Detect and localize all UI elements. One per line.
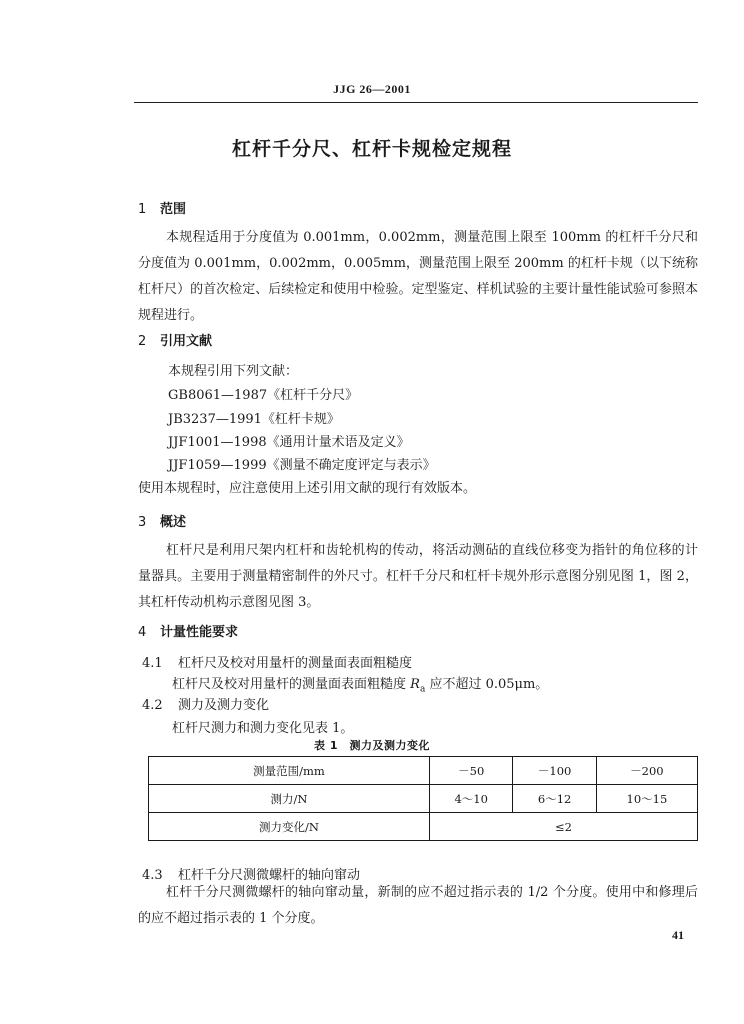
table-row [149,785,698,813]
roughness-subscript: a [419,684,426,695]
overview-paragraph: 杠杆尺是利用尺架内杠杆和齿轮机构的传动，将活动测砧的直线位移变为指针的角位移的计量器具。主要用于测量精密制件的外尺寸。杠杆千分尺和杠杆卡规外形示意图分别见图 1，图 2，其杠杆传动机构示意图见图 3。 [138,543,698,610]
section-1-heading [138,198,186,217]
roughness-symbol: R [410,677,420,692]
section-3-heading [138,511,186,530]
subsection-title: 测力及测力变化 [178,698,270,713]
section-title: 概述 [160,515,187,530]
reference-item: GB8061—1987《杠杆千分尺》 [168,388,359,403]
roughness-requirement [172,673,548,695]
section-number: 4 [138,625,147,640]
table-cell: －200 [596,757,697,785]
axial-play-paragraph: 杠杆千分尺测微螺杆的轴向窜动量，新制的应不超过指示表的 1/2 个分度。使用中和修理后的应不超过指示表的 1 个分度。 [138,885,698,926]
table-row-label: 测力/N [149,785,430,813]
reference-item: JB3237—1991《杠杆卡规》 [168,412,340,427]
section-number: 2 [138,334,147,349]
section-number: 1 [138,202,147,217]
page-number: 41 [672,928,684,942]
subsection-number: 4.2 [142,698,163,713]
subsection-title: 杠杆尺及校对用量杆的测量面表面粗糙度 [178,656,413,671]
table-merged-cell: ≤2 [430,813,698,841]
header-rule [134,102,698,103]
references-intro: 本规程引用下列文献： [168,364,299,379]
table-cell: －100 [513,757,596,785]
section-title: 计量性能要求 [160,625,239,640]
section-2-heading [138,330,212,349]
subsection-title: 杠杆千分尺测微螺杆的轴向窜动 [178,868,361,883]
scope-paragraph: 本规程适用于分度值为 0.001mm，0.002mm，测量范围上限至 100mm 的杠杆千分尺和分度值为 0.001mm，0.002mm，0.005mm，测量范围上限至 200mm 的杠杆卡规（以下统称杠杆尺）的首次检定、后续检定和使用中检验。定型鉴定、样机试验的主要计量性能试验可参照本规程进行。 [138,230,698,323]
section-title: 引用文献 [160,334,213,349]
subsection-4-1-heading [142,652,412,671]
table-row [149,813,698,841]
table-caption: 表 1 测力及测力变化 [314,739,430,752]
section-4-heading [138,621,238,640]
subsection-number: 4.3 [142,868,163,883]
page-title: 杠杆千分尺、杠杆卡规检定规程 [231,138,512,160]
force-table [148,756,698,841]
references-note: 使用本规程时，应注意使用上述引用文献的现行有效版本。 [138,481,477,496]
roughness-text-before: 杠杆尺及校对用量杆的测量面表面粗糙度 [172,677,411,692]
force-requirement: 杠杆尺测力和测力变化见表 1。 [172,721,354,736]
table-row-label: 测量范围/mm [149,757,430,785]
table-cell: 6～12 [513,785,596,813]
section-number: 3 [138,515,147,530]
table-cell: 4～10 [430,785,513,813]
table-cell: 10～15 [596,785,697,813]
table-cell: －50 [430,757,513,785]
document-code-header: JJG 26—2001 [333,82,411,96]
subsection-4-2-heading [142,694,269,713]
roughness-text-after: 应不超过 0.05μm。 [425,677,549,692]
subsection-number: 4.1 [142,656,163,671]
reference-item: JJF1001—1998《通用计量术语及定义》 [168,435,410,450]
reference-item: JJF1059—1999《测量不确定度评定与表示》 [168,458,436,473]
table-row-label: 测力变化/N [149,813,430,841]
table-row [149,757,698,785]
section-title: 范围 [160,202,187,217]
